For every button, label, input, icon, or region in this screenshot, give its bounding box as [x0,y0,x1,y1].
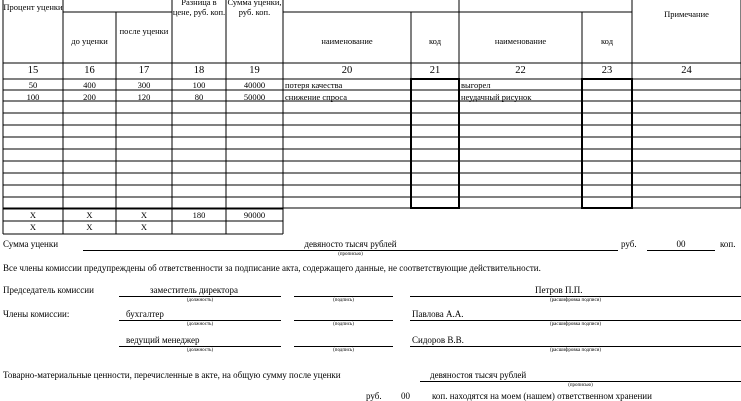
member-name-line [410,346,741,347]
col-number: 24 [681,65,692,76]
member-name: Павлова А.А. [412,309,464,319]
table-cell: 300 [137,80,151,90]
header-before: до уценки [71,36,108,46]
sum-kop-label: коп. [720,239,736,249]
chairman-name-line [410,296,741,297]
total-cell: X [29,222,37,232]
header-price-diff: Разница в цене, руб. коп. [172,0,226,17]
caption-position: (должность) [186,348,214,353]
sum-line [83,250,618,251]
goods-tail: коп. находятся на моем (нашем) ответственном хранении [432,391,652,401]
total-cell: 90000 [243,210,266,220]
goods-sum-line [420,381,741,382]
chairman-label: Председатель комиссии [3,285,94,295]
sum-label: Сумма уценки [3,239,59,249]
col-number: 19 [249,65,260,76]
header-percent: Процент уценки [3,2,63,12]
table-cell: 100 [26,92,40,102]
total-cell: 180 [192,210,206,220]
caption-signature: (подпись) [333,348,354,353]
total-cell: X [86,222,93,232]
member-name-line [410,320,741,321]
col-number: 18 [193,65,205,76]
member-position: бухгалтер [126,309,164,319]
chairman-position: заместитель директора [150,285,238,295]
header-note: Примечание [664,9,709,19]
caption-signature: (подпись) [333,322,354,327]
table-cell: 400 [83,80,96,90]
member-signature-line[interactable] [294,346,393,347]
chairman-signature-line[interactable] [294,296,393,297]
goods-caption: (прописью) [568,383,593,388]
total-cell: X [140,222,148,232]
caption-position: (должность) [186,298,214,303]
member-position: ведущий менеджер [126,335,200,345]
col-number: 22 [515,65,526,76]
goods-kop-value: 00 [401,391,410,401]
goods-words: девяностоя тысяч рублей [430,370,527,380]
table-cell: 50000 [243,92,266,102]
caption-decode: (расшифровка подписи) [549,348,602,353]
total-cell: X [140,210,148,220]
table-cell: 50 [28,80,38,90]
goods-text: Товарно-материальные ценности, перечисленные в акте, на общую сумму после уценки [3,370,341,380]
table-cell: неудачный рисунок [461,92,532,102]
table-cell: снижение спроса [285,92,348,102]
total-cell: X [29,210,37,220]
table-cell: 120 [137,92,151,102]
col-number: 16 [84,65,95,76]
sum-kop-value: 00 [676,239,686,249]
sum-words: девяносто тысяч рублей [304,239,397,249]
col-number: 21 [429,65,441,76]
total-cell: X [86,210,93,220]
members-label: Члены комиссии: [3,309,70,319]
member-name: Сидоров В.В. [412,335,464,345]
member-position-line [119,320,281,321]
caption-decode: (расшифровка подписи) [549,298,602,303]
header-name-2: наименование [494,36,547,46]
col-number: 15 [27,65,39,76]
col-number: 17 [138,65,150,76]
table-cell: выгорел [461,80,491,90]
chairman-position-line [119,296,281,297]
warning-text: Все члены комиссии предупреждены об ответственности за подписание акта, содержащего данные, не соответствующие действительности. [3,263,541,273]
table-cell: 100 [192,80,206,90]
table-cell: 80 [194,92,204,102]
caption-signature: (подпись) [333,298,354,303]
member-position-line [119,346,281,347]
table-cell: 40000 [243,80,266,90]
table-cell: потеря качества [285,80,343,90]
header-markdown-sum: Сумма уценки, руб. коп. [227,0,282,17]
sum-kop-line [647,250,715,251]
caption-decode: (расшифровка подписи) [549,322,602,327]
table-cell: 200 [83,92,96,102]
header-after: после уценки [119,26,169,36]
col-number: 20 [341,65,353,76]
chairman-name: Петров П.П. [535,285,583,295]
header-code-1: код [428,36,442,46]
col-number: 23 [601,65,613,76]
caption-position: (должность) [186,322,214,327]
header-code-2: код [600,36,614,46]
sum-rub-label: руб. [621,239,637,249]
header-name-1: наименование [321,36,373,46]
member-signature-line[interactable] [294,320,393,321]
goods-rub-label: руб. [366,391,382,401]
sum-caption: (прописью) [338,252,363,257]
